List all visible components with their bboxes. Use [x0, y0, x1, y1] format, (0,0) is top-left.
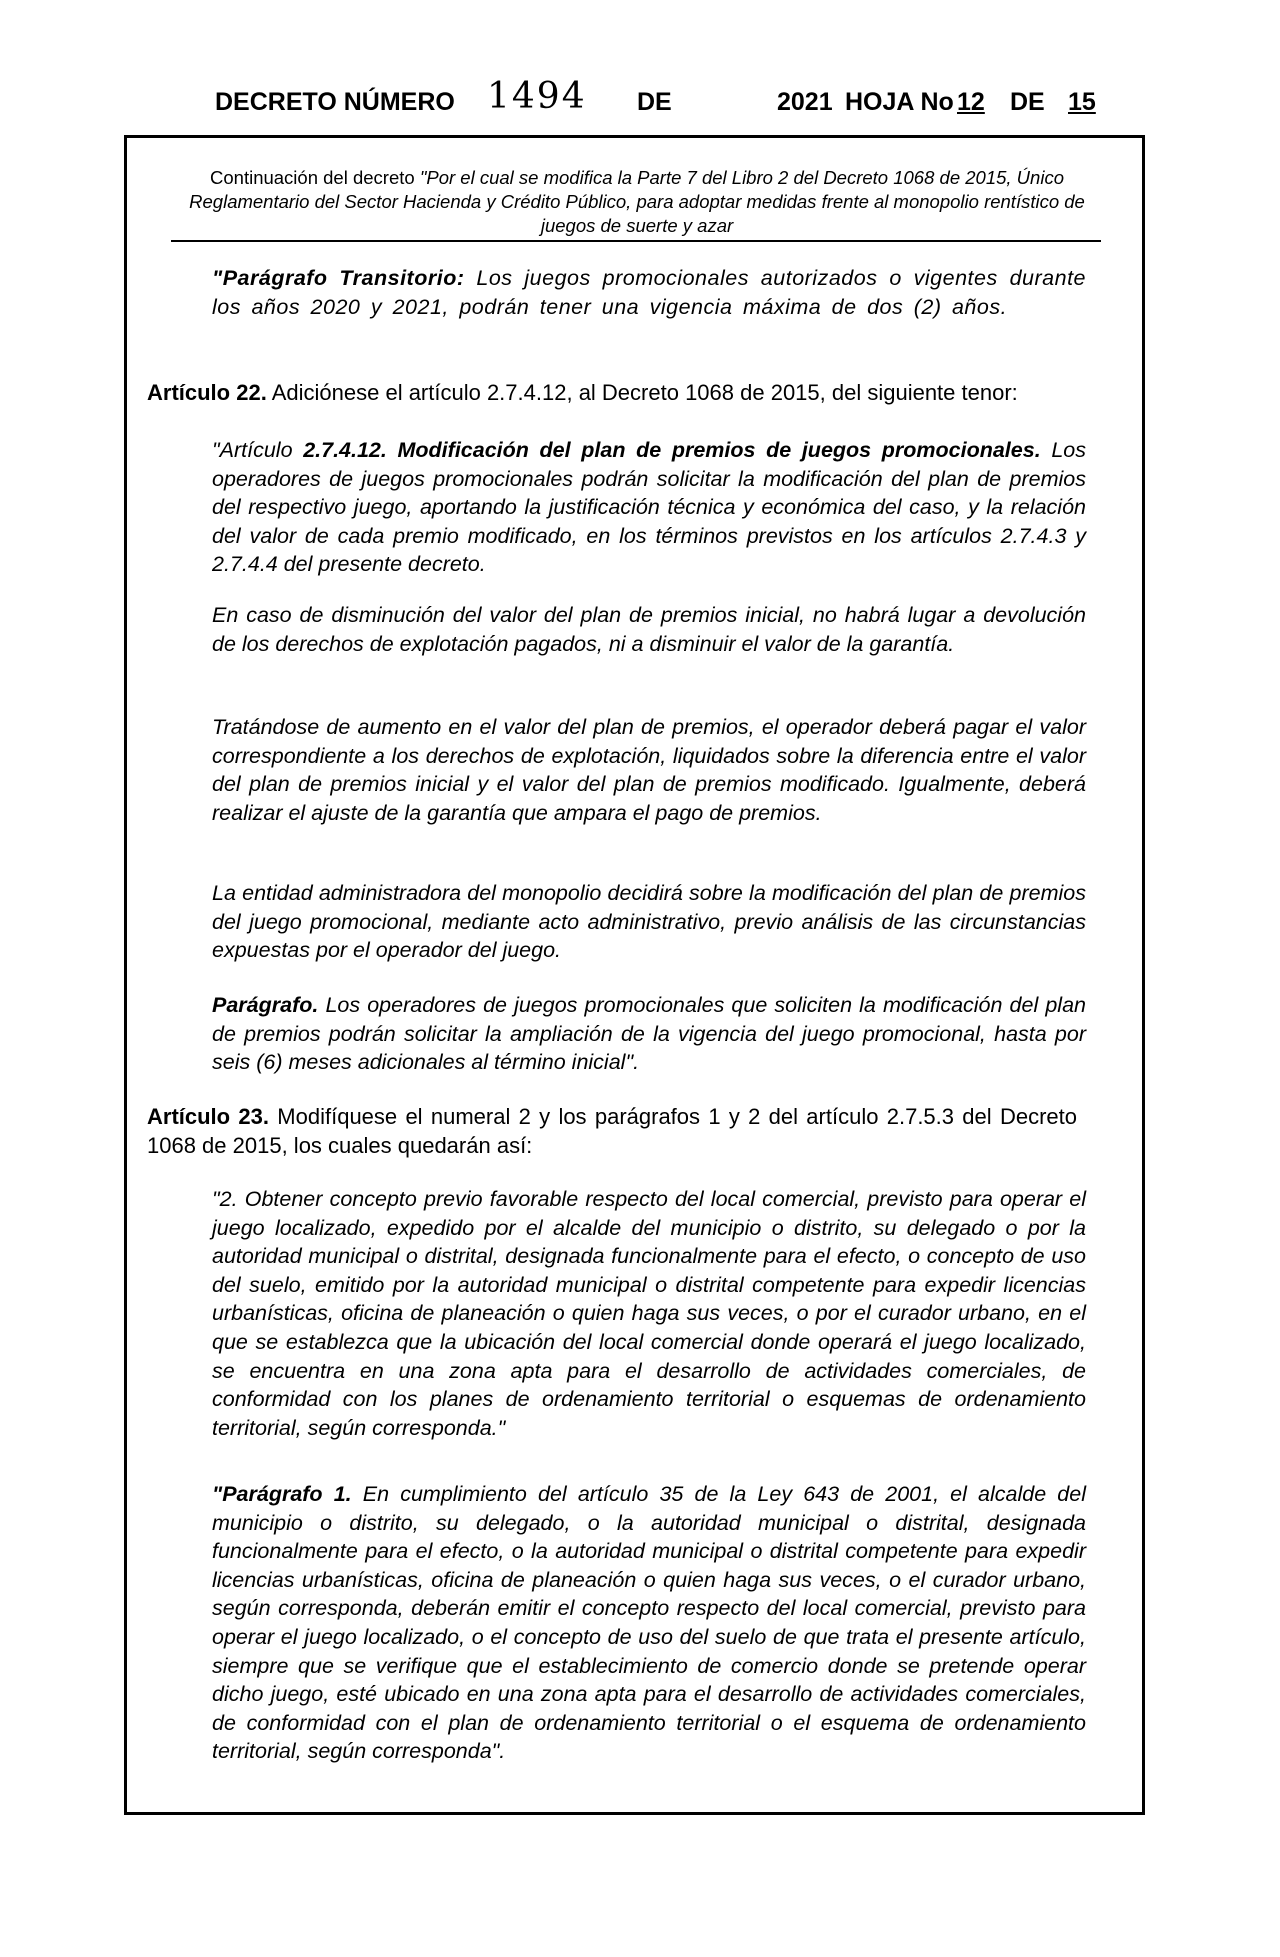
- articulo-22: [147, 379, 1077, 408]
- sheet-number: 12: [957, 88, 985, 116]
- decree-label: DECRETO NÚMERO: [215, 88, 455, 116]
- continuation-title: "Por el cual se modifica la Parte 7 del Libro 2 del Decreto 1068 de 2015, Único Reglamentario del Sector Hacienda y Crédito Público, para adoptar medidas frente al monopolio rentístico de juegos de suerte y azar: [189, 167, 1085, 236]
- articulo-2-7-4-12-prefix: "Artículo: [212, 438, 293, 462]
- articulo-22-label: Artículo 22.: [147, 380, 267, 405]
- sheet-label: HOJA No: [845, 88, 954, 116]
- paragraph-entidad: La entidad administradora del monopolio decidirá sobre la modificación del plan de premios del juego promocional, mediante acto administrativo, previo análisis de las circunstancias expuestas por el operador del juego.: [212, 881, 1086, 963]
- decree-number: 1494: [487, 76, 587, 117]
- paragrafo: [212, 991, 1086, 1077]
- page-header: [215, 78, 1095, 118]
- articulo-23-label: Artículo 23.: [147, 1104, 269, 1129]
- numeral-2: "2. Obtener concepto previo favorable respecto del local comercial, previsto para operar el juego localizado, expedido por el alcalde del municipio o distrito, su delegado o por la autoridad municipal o distrital, designada funcionalmente para el efecto, o concepto de uso del suelo, emitido por la autoridad municipal o distrital competente para expedir licencias urbanísticas, oficina de planeación o quien haga sus veces, o por el curador urbano, en el que se establezca que la ubicación del local comercial donde operará el juego localizado, se encuentra en una zona apta para el desarrollo de actividades comerciales, de conformidad con los planes de ordenamiento territorial o esquemas de ordenamiento territorial, según corresponda.": [212, 1187, 1086, 1440]
- paragrafo-transitorio: [212, 264, 1086, 321]
- paragrafo-1-label: "Parágrafo 1.: [212, 1482, 352, 1506]
- document-frame: [124, 135, 1145, 1815]
- continuation-note: [172, 166, 1102, 238]
- decree-year: 2021: [777, 88, 833, 116]
- articulo-2-7-4-12-text: Los operadores de juegos promocionales podrán solicitar la modificación del plan de premios del respectivo juego, aportando la justificación técnica y económica del caso, y la relación del valor de cada premio modificado, en los términos previstos en los artículos 2.7.4.3 y 2.7.4.4 del presente decreto.: [212, 438, 1086, 577]
- paragrafo-transitorio-text: Los juegos promocionales autorizados o vigentes durante los años 2020 y 2021, podrán tener una vigencia máxima de dos (2) años.: [212, 266, 1087, 319]
- paragraph-disminucion: En caso de disminución del valor del plan de premios inicial, no habrá lugar a devolución de los derechos de explotación pagados, ni a disminuir el valor de la garantía.: [212, 603, 1086, 656]
- articulo-23: [147, 1103, 1077, 1160]
- paragrafo-1: [212, 1480, 1086, 1766]
- continuation-prefix: Continuación del decreto: [210, 167, 415, 188]
- articulo-23-text: Modifíquese el numeral 2 y los parágrafos 1 y 2 del artículo 2.7.5.3 del Decreto 1068 de 2015, los cuales quedarán así:: [147, 1104, 1077, 1158]
- decree-de-label: DE: [637, 88, 672, 116]
- articulo-2-7-4-12: [212, 436, 1086, 579]
- paragrafo-label: Parágrafo.: [212, 993, 319, 1017]
- articulo-2-7-4-12-label: 2.7.4.12. Modificación del plan de premios de juegos promocionales.: [303, 438, 1041, 462]
- paragrafo-1-text: En cumplimiento del artículo 35 de la Ley 643 de 2001, el alcalde del municipio o distrito, su delegado, o la autoridad municipal o distrital, designada funcionalmente para el efecto, o la autoridad municipal o distrital competente para expedir licencias urbanísticas, oficina de planeación o quien haga sus veces, o el curador urbano, según corresponda, deberán emitir el concepto respecto del local comercial, previsto para operar el juego localizado, o el concepto de uso del suelo de que trata el presente artículo, siempre que se verifique que el establecimiento de comercio donde se pretende operar dicho juego, esté ubicado en una zona apta para el desarrollo de actividades comerciales, de conformidad con el plan de ordenamiento territorial o el esquema de ordenamiento territorial, según corresponda".: [212, 1482, 1086, 1764]
- sheet-de-label: DE: [1010, 88, 1045, 116]
- continuation-rule: [171, 240, 1101, 242]
- articulo-22-text: Adiciónese el artículo 2.7.4.12, al Decreto 1068 de 2015, del siguiente tenor:: [271, 380, 1018, 405]
- sheet-total: 15: [1068, 88, 1096, 116]
- paragrafo-transitorio-label: "Parágrafo Transitorio:: [212, 266, 465, 290]
- paragraph-aumento: Tratándose de aumento en el valor del plan de premios, el operador deberá pagar el valor correspondiente a los derechos de explotación, liquidados sobre la diferencia entre el valor del plan de premios inicial y el valor del plan de premios modificado. Igualmente, deberá realizar el ajuste de la garantía que ampara el pago de premios.: [212, 715, 1086, 825]
- paragrafo-text: Los operadores de juegos promocionales que soliciten la modificación del plan de premios podrán solicitar la ampliación de la vigencia del juego promocional, hasta por seis (6) meses adicionales al término inicial".: [212, 993, 1086, 1075]
